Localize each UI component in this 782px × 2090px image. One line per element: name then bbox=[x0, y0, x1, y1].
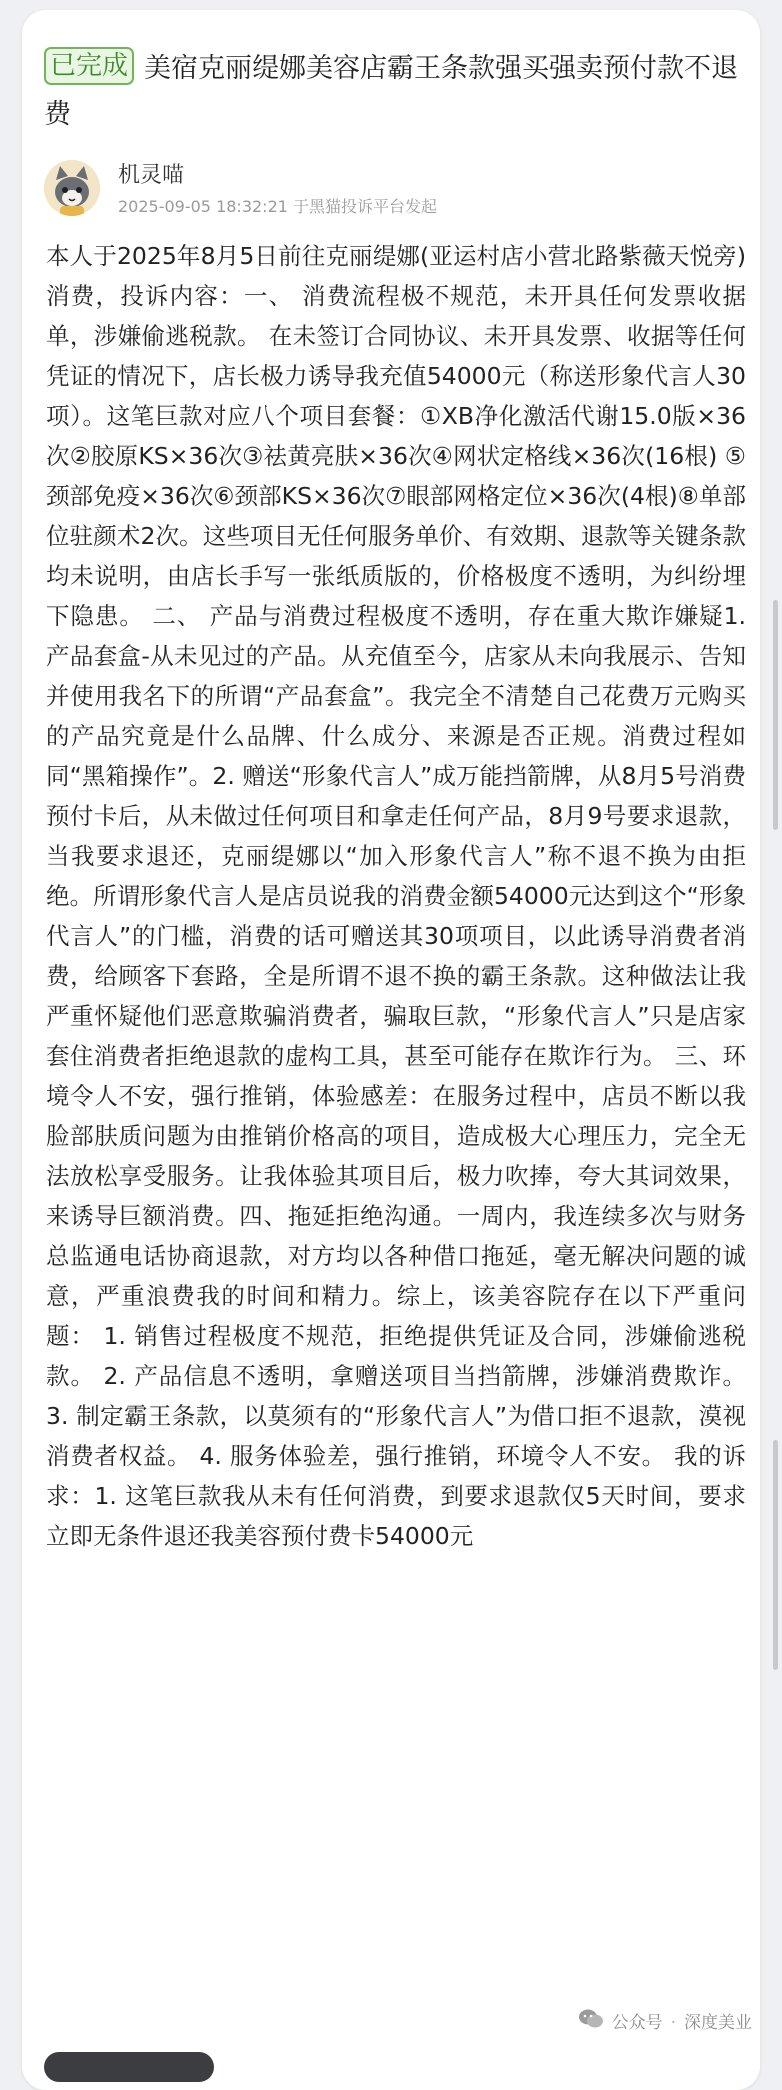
wechat-icon bbox=[578, 2008, 604, 2037]
watermark-account-label: 公众号 bbox=[611, 2012, 663, 2033]
scrollbar-thumb-upper[interactable] bbox=[773, 600, 778, 830]
complaint-body: 本人于2025年8月5日前往克丽缇娜(亚运村店小营北路紫薇天悦旁)消费，投诉内容：一、 消费流程极不规范，未开具任何发票收据单，涉嫌偷逃税款。 在未签订合同协议、未开具发票、收据等任何凭证的情况下，店长极力诱导我充值54000元（称送形象代言人30项）。这笔巨款对应八个项目套餐：①XB净化激活代谢15.0版×36次②胶原KS×36次③祛黄亮肤×36次④网状定格线×36次(16根) ⑤颈部免疫×36次⑥颈部KS×36次⑦眼部网格定位×36次(4根)⑧单部位驻颜术2次。这些项目无任何服务单价、有效期、退款等关键条款均未说明，由店长手写一张纸质版的，价格极度不透明，为纠纷埋下隐患。 二、 产品与消费过程极度不透明，存在重大欺诈嫌疑1. 产品套盒-从未见过的产品。从充值至今，店家从未向我展示、告知并使用我名下的所谓“产品套盒”。我完全不清楚自己花费万元购买的产品究竟是什么品牌、什么成分、来源是否正规。消费过程如同“黑箱操作”。2. 赠送“形象代言人”成万能挡箭牌，从8月5号消费预付卡后，从未做过任何项目和拿走任何产品，8月9号要求退款，当我要求退还，克丽缇娜以“加入形象代言人”称不退不换为由拒绝。所谓形象代言人是店员说我的消费金额54000元达到这个“形象代言人”的门槛，消费的话可赠送其30项项目，以此诱导消费者消费，给顾客下套路，全是所谓不退不换的霸王条款。这种做法让我严重怀疑他们恶意欺骗消费者，骗取巨款，“形象代言人”只是店家套住消费者拒绝退款的虚构工具，甚至可能存在欺诈行为。 三、环境令人不安，强行推销，体验感差：在服务过程中，店员不断以我脸部肤质问题为由推销价格高的项目，造成极大心理压力，完全无法放松享受服务。让我体验其项目后，极力吹捧，夸大其词效果，来诱导巨额消费。四、拖延拒绝沟通。一周内，我连续多次与财务总监通电话协商退款，对方均以各种借口拖延，毫无解决问题的诚意，严重浪费我的时间和精力。综上，该美容院存在以下严重问题： 1. 销售过程极度不规范，拒绝提供凭证及合同，涉嫌偷逃税款。 2. 产品信息不透明，拿赠送项目当挡箭牌，涉嫌消费欺诈。 3. 制定霸王条款，以莫须有的“形象代言人”为借口拒不退款，漠视消费者权益。 4. 服务体验差，强行推销，环境令人不安。 我的诉求：1. 这笔巨款我从未有任何消费，到要求退款仅5天时间，要求立即无条件退还我美容预付费卡54000元 bbox=[46, 242, 746, 1550]
complaint-card bbox=[22, 10, 760, 2090]
scrollbar-thumb-lower[interactable] bbox=[773, 1440, 778, 1670]
watermark-account-name: 深度美业 bbox=[684, 2012, 752, 2033]
watermark-separator: · bbox=[670, 2012, 676, 2033]
watermark bbox=[578, 2008, 752, 2037]
cat-avatar-icon[interactable] bbox=[44, 160, 100, 216]
post-title-block bbox=[44, 46, 744, 138]
status-badge: 已完成 bbox=[44, 47, 134, 85]
bottom-toolbar-edge bbox=[44, 2052, 214, 2082]
author-name[interactable]: 机灵喵 bbox=[118, 163, 185, 188]
author-row bbox=[44, 160, 744, 222]
post-meta: 2025-09-05 18:32:21 于黑猫投诉平台发起 bbox=[118, 197, 438, 216]
post-title: 美宿克丽缇娜美容店霸王条款强买强卖预付款不退费 bbox=[44, 53, 739, 130]
